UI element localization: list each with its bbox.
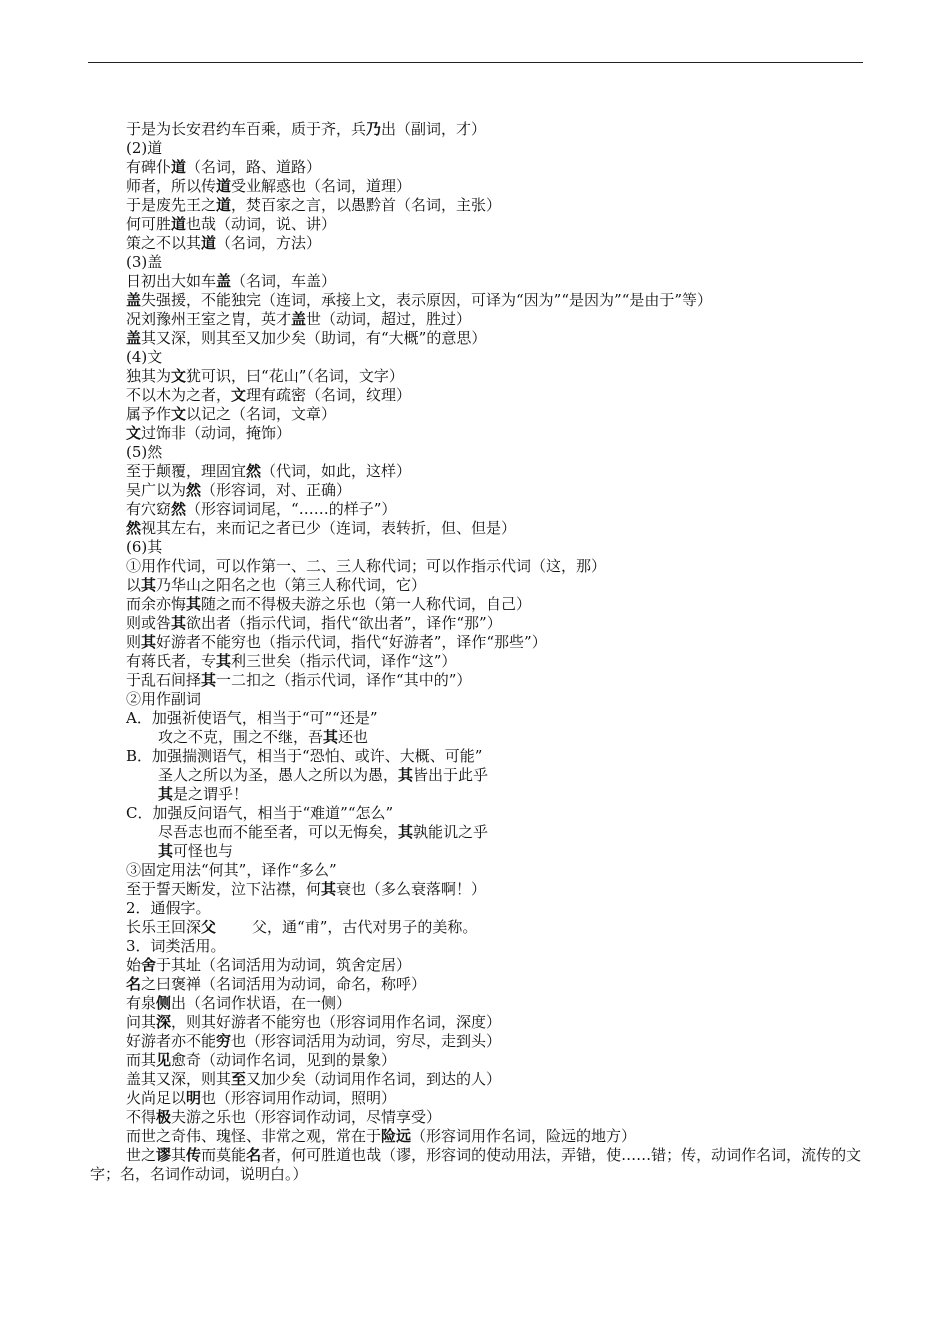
text-line [90,576,865,595]
text-line [90,424,865,443]
text-line [90,918,865,937]
keyword: 然 [186,481,202,499]
text-line [90,405,865,424]
text-run: 一二扣之（指示代词，译作“其中的”） [216,671,472,689]
keyword: 至 [231,1070,247,1088]
text-run: 衰也（多么衰落啊！） [336,880,487,898]
text-line [90,975,865,994]
text-run: 受业解惑也（名词，道理） [231,177,412,195]
text-line [90,500,865,519]
keyword: 盖 [291,310,307,328]
text-run: 2．通假字。 [126,899,211,917]
keyword: 深 [156,1013,172,1031]
text-line [90,196,865,215]
text-run: 世之 [126,1146,157,1164]
text-run: 以 [126,576,142,594]
text-run: 盖其又深，则其 [126,1070,232,1088]
text-line [90,804,865,823]
text-run: 独其为 [126,367,172,385]
text-run: 利三世矣（指示代词，译作“这”） [231,652,457,670]
keyword: 然 [246,462,262,480]
text-run: 犹可识，曰“花山”（名词，文字） [186,367,404,385]
text-run: (2)道 [126,139,163,157]
text-run: 何可胜 [126,215,172,233]
text-line [90,1032,865,1051]
keyword: 道 [216,177,232,195]
keyword: 然 [126,519,142,537]
text-run: 其 [171,1146,187,1164]
text-line [90,1070,865,1089]
text-line [90,120,865,139]
text-run: 师者，所以传 [126,177,217,195]
text-run: 不以木为之者， [126,386,232,404]
keyword: 穷 [216,1032,232,1050]
text-run: (6)其 [126,538,163,556]
text-line [90,671,865,690]
text-run: 之曰褒禅（名词活用为动词，命名，称呼） [141,975,427,993]
keyword: 其 [186,595,202,613]
text-line [90,557,865,576]
keyword: 盖 [216,272,232,290]
text-line [90,348,865,367]
keyword: 其 [398,823,414,841]
text-line [90,443,865,462]
text-run: 愈奇（动词作名词，见到的景象） [171,1051,397,1069]
text-run: 也（形容词用作动词，照明） [201,1089,397,1107]
text-run: 世（动词，超过，胜过） [306,310,472,328]
text-line [90,538,865,557]
text-run: (3)盖 [126,253,163,271]
document-body [90,120,865,1184]
keyword: 极 [156,1108,172,1126]
keyword: 乃 [366,120,382,138]
text-run: 属予作 [126,405,172,423]
keyword: 文 [231,386,247,404]
text-run: 于是为长安君约车百乘，质于齐，兵 [126,120,367,138]
text-run: (5)然 [126,443,163,461]
text-run: 乃华山之阳名之也（第三人称代词，它） [156,576,427,594]
text-line [90,139,865,158]
text-run: 而其 [126,1051,157,1069]
text-run: 尽吾志也而不能至者，可以无悔矣， [158,823,399,841]
text-run: 始 [126,956,142,974]
text-line [90,1127,865,1146]
keyword: 道 [171,158,187,176]
text-line [90,690,865,709]
text-run: 孰能讥之乎 [413,823,489,841]
text-line [90,956,865,975]
keyword: 见 [156,1051,172,1069]
text-run: 过饰非（动词，掩饰） [141,424,292,442]
keyword: 其 [323,728,339,746]
text-line [90,158,865,177]
keyword: 侧 [156,994,172,1012]
keyword: 道 [201,234,217,252]
text-run: 也哉（动词，说、讲） [186,215,337,233]
text-line [90,633,865,652]
text-run: 其又深，则其至又加少矣（助词，有“大概”的意思） [141,329,487,347]
text-run: 是之谓乎！ [173,785,249,803]
text-run: 好游者亦不能 [126,1032,217,1050]
keyword: 道 [171,215,187,233]
text-run: 于是废先王之 [126,196,217,214]
text-line [90,652,865,671]
text-run: 好游者不能穷也（指示代词，指代“好游者”，译作“那些”） [156,633,547,651]
text-run: （形容词词尾，“……的样子”） [186,500,397,518]
text-run: 于其址（名词活用为动词，筑舍定居） [156,956,412,974]
header-rule [88,62,863,63]
text-run: 攻之不克，围之不继，吾 [158,728,324,746]
keyword: 其 [171,614,187,632]
text-line [90,291,865,310]
keyword: 谬 [156,1146,172,1164]
text-run: 理有疏密（名词，纹理） [246,386,412,404]
keyword: 其 [158,785,174,803]
keyword: 道 [216,196,232,214]
text-run: （名词，方法） [216,234,322,252]
text-run: 而莫能 [201,1146,247,1164]
text-run: 策之不以其 [126,234,202,252]
text-line [90,861,865,880]
text-run: 火尚足以 [126,1089,187,1107]
text-line [90,177,865,196]
text-line [90,1051,865,1070]
text-run: ，焚百家之言，以愚黔首（名词，主张） [231,196,502,214]
text-run: 失强援，不能独完（连词，承接上文，表示原因，可译为“因为”“是因为”“是由于”等） [141,291,713,309]
text-run: ，则其好游者不能穷也（形容词用作名词，深度） [171,1013,502,1031]
text-run: 而世之奇伟、瑰怪、非常之观，常在于 [126,1127,382,1145]
keyword: 其 [216,652,232,670]
text-line [90,747,865,766]
text-line [90,937,865,956]
keyword: 其 [201,671,217,689]
text-line [90,1108,865,1127]
text-line [90,253,865,272]
text-run: 有蒋氏者，专 [126,652,217,670]
text-run: 问其 [126,1013,157,1031]
keyword: 其 [141,633,157,651]
text-line [90,595,865,614]
text-run: 有泉 [126,994,157,1012]
text-line [90,215,865,234]
keyword: 其 [158,842,174,860]
text-run: ③固定用法“何其”，译作“多么” [126,861,337,879]
text-line [90,728,865,747]
text-line [90,272,865,291]
text-line [90,785,865,804]
text-run: 吴广以为 [126,481,187,499]
text-run: 则或咎 [126,614,172,632]
text-line [90,386,865,405]
text-line [90,329,865,348]
text-line [90,1013,865,1032]
text-line [90,481,865,500]
text-run: 至于誓天断发，泣下沾襟，何 [126,880,322,898]
text-run: （形容词用作名词，险远的地方） [411,1127,637,1145]
keyword: 父 [201,918,217,936]
keyword: 传 [186,1146,202,1164]
text-line [90,823,865,842]
keyword: 文 [126,424,142,442]
text-run: 出（名词作状语，在一侧） [171,994,352,1012]
text-run: 有碑仆 [126,158,172,176]
text-run: 至于颠覆，理固宜 [126,462,247,480]
keyword: 然 [171,500,187,518]
text-run: 3．词类活用。 [126,937,226,955]
text-line [90,519,865,538]
text-run: 则 [126,633,142,651]
text-run: 视其左右，来而记之者已少（连词，表转折，但、但是） [141,519,517,537]
keyword: 其 [398,766,414,784]
text-run: 夫游之乐也（形容词作动词，尽情享受） [171,1108,442,1126]
text-run: 欲出者（指示代词，指代“欲出者”，译作“那”） [186,614,502,632]
text-run: 日初出大如车 [126,272,217,290]
text-run: 还也 [338,728,369,746]
text-run: （代词，如此，这样） [261,462,412,480]
text-run: （形容词，对、正确） [201,481,352,499]
text-run: 圣人之所以为圣，愚人之所以为愚， [158,766,399,784]
text-line [90,842,865,861]
text-line [90,899,865,918]
keyword: 名 [246,1146,262,1164]
text-line [90,310,865,329]
keyword: 文 [171,405,187,423]
text-run: （名词，车盖） [231,272,337,290]
text-run: ①用作代词，可以作第一、二、三人称代词；可以作指示代词（这，那） [126,557,607,575]
keyword: 其 [321,880,337,898]
keyword: 险远 [381,1127,412,1145]
text-run: 者，何可胜道也哉（谬，形容词的使动用法，弄错，使……错；传，动词作名词，流传的文字；名，名词作动词，说明白。） [90,1146,862,1183]
text-line [90,462,865,481]
keyword: 盖 [126,291,142,309]
keyword: 盖 [126,329,142,347]
keyword: 其 [141,576,157,594]
keyword: 舍 [141,956,157,974]
text-line [90,234,865,253]
text-line [90,1146,865,1184]
text-line [90,880,865,899]
text-line [90,994,865,1013]
keyword: 文 [171,367,187,385]
text-run: 出（副词，才） [381,120,487,138]
text-run: 有穴窈 [126,500,172,518]
text-run: 以记之（名词，文章） [186,405,337,423]
text-line [90,709,865,728]
text-run: C．加强反问语气，相当于“难道”“怎么” [126,804,394,822]
text-run: （名词，路、道路） [186,158,322,176]
text-run: B．加强揣测语气，相当于“恐怕、或许、大概、可能” [126,747,483,765]
keyword: 明 [186,1089,202,1107]
text-run: ②用作副词 [126,690,202,708]
text-run: 不得 [126,1108,157,1126]
text-line [90,766,865,785]
text-line [90,614,865,633]
text-run: 可怪也与 [173,842,234,860]
text-run: 父，通“甫”，古代对男子的美称。 [252,918,478,936]
text-line [90,1089,865,1108]
text-line [90,367,865,386]
text-run: A．加强祈使语气，相当于“可”“还是” [126,709,378,727]
text-run: 于乱石间择 [126,671,202,689]
text-run: (4)文 [126,348,163,366]
text-run: 也（形容词活用为动词，穷尽，走到头） [231,1032,502,1050]
text-run: 又加少矣（动词用作名词，到达的人） [246,1070,502,1088]
keyword: 名 [126,975,142,993]
text-run: 而余亦悔 [126,595,187,613]
text-run: 长乐王回深 [126,918,202,936]
text-run: 皆出于此乎 [413,766,489,784]
text-run: 随之而不得极夫游之乐也（第一人称代词，自己） [201,595,532,613]
text-run: 况刘豫州王室之胄，英才 [126,310,292,328]
